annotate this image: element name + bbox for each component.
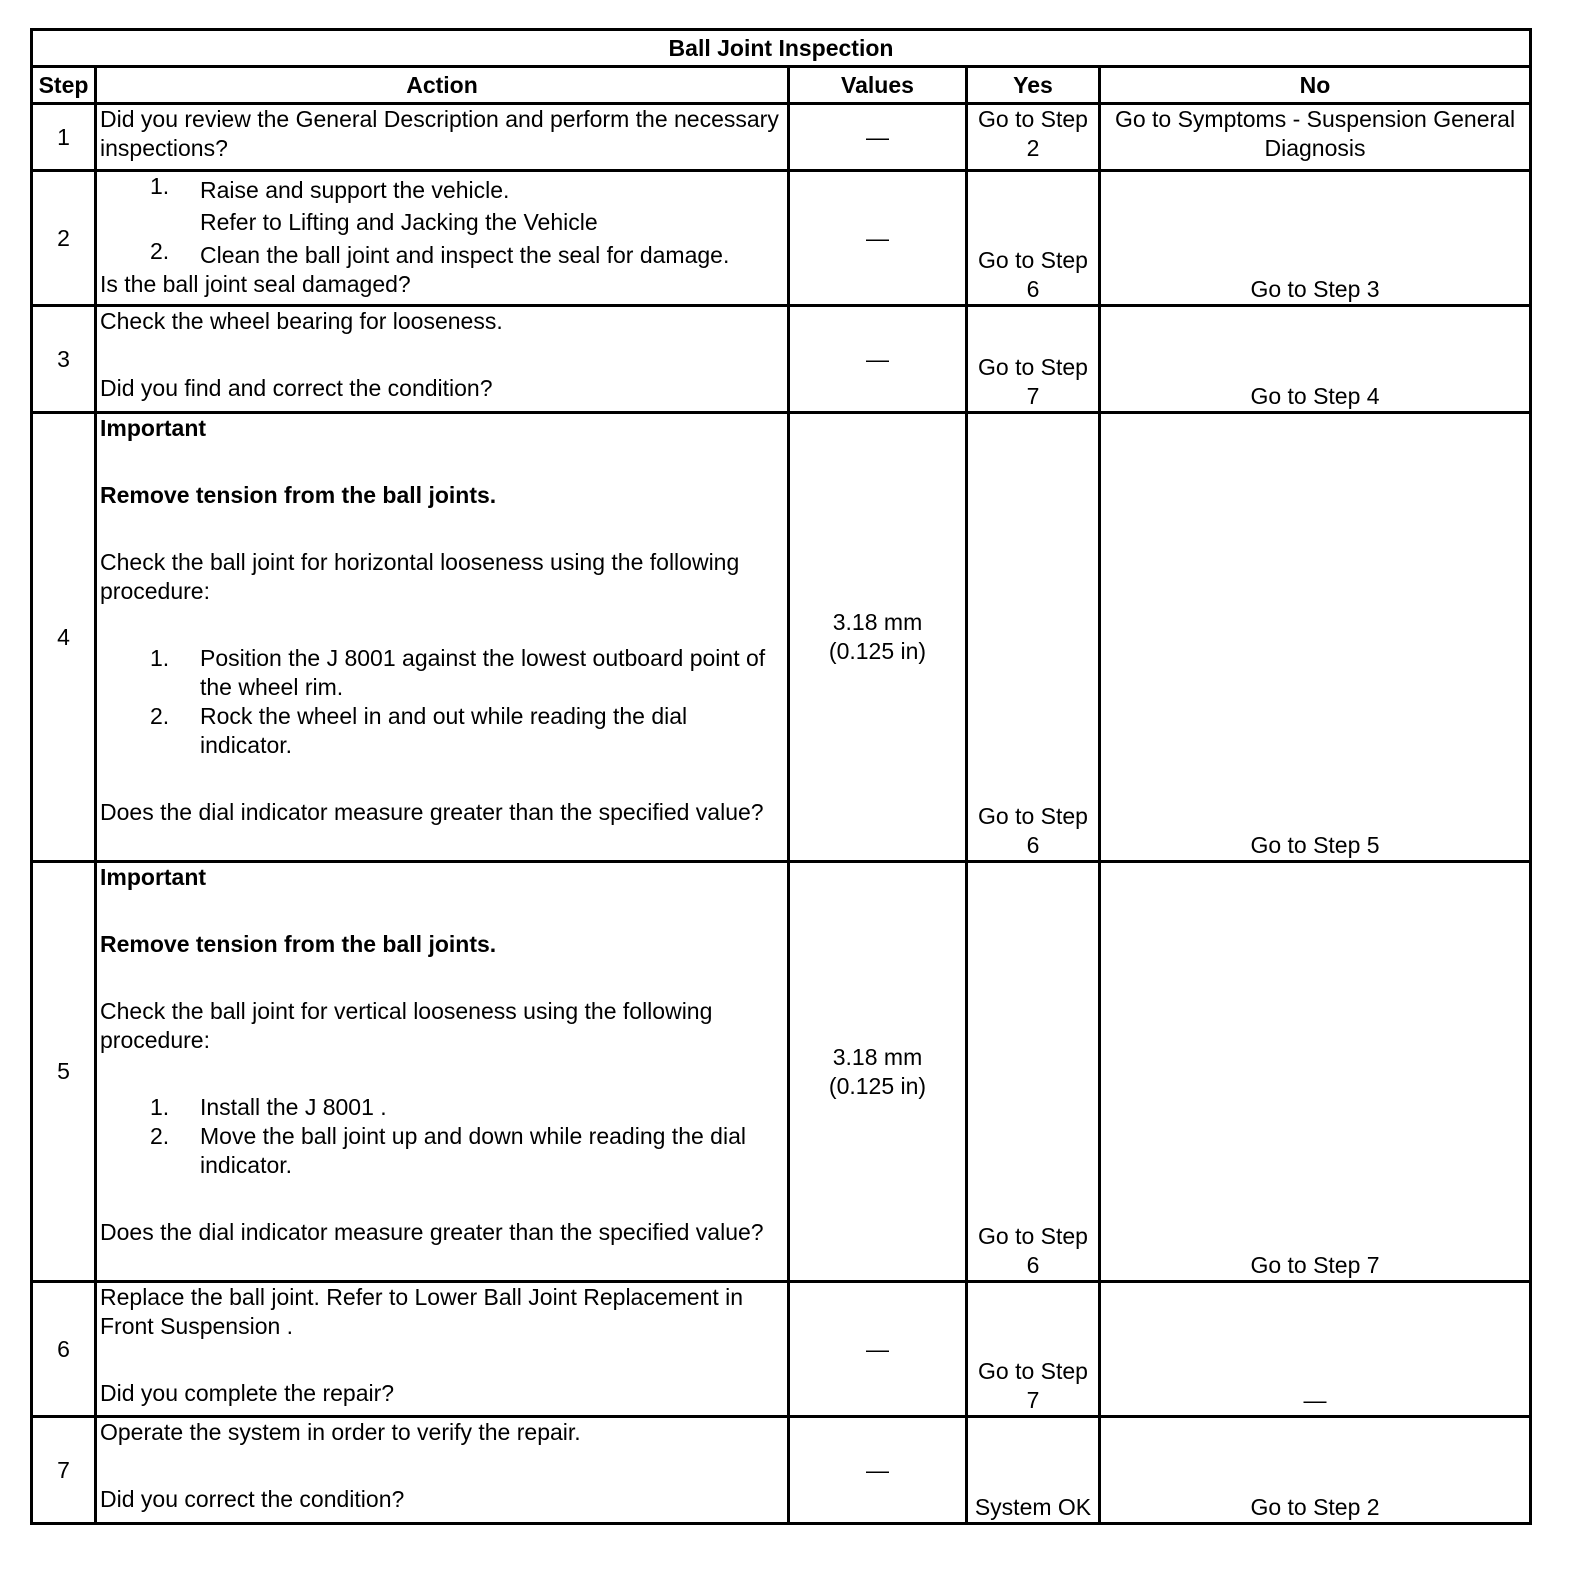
no-link[interactable]: Go to Step 7 [1100,862,1531,1282]
important-label: Important [100,415,207,441]
value-cell: — [789,171,967,306]
table-row [32,104,1531,171]
table-row [32,1417,1531,1524]
question-text: Did you find and correct the condition? [100,375,493,401]
value-in: (0.125 in) [828,638,927,664]
question-text: Did you complete the repair? [100,1380,395,1406]
header-no: No [1100,67,1531,104]
action-cell [96,1282,789,1417]
action-cell [96,413,789,862]
list-item: 2. Move the ball joint up and down while reading the dial indicator. [150,1123,746,1178]
table-row [32,171,1531,306]
value-cell [789,413,967,862]
yes-link[interactable]: System OK [967,1417,1100,1524]
replacement-text[interactable]: Replace the ball joint. Refer to Lower Ball Joint Replacement in Front Suspension . [100,1284,744,1339]
step-number: 6 [32,1282,96,1417]
table-row [32,413,1531,862]
procedure-list [100,172,784,270]
list-item: 2. Clean the ball joint and inspect the seal for damage. [150,238,730,268]
value-mm: 3.18 mm [832,1043,923,1070]
value-cell: — [789,306,967,413]
value-cell: — [789,1417,967,1524]
list-item: 2. Rock the wheel in and out while reading the dial indicator. [150,703,688,758]
value-cell: — [789,104,967,171]
yes-link[interactable]: Go to Step 7 [967,306,1100,413]
step-number: 1 [32,104,96,171]
list-item: 1. Raise and support the vehicle. [150,173,510,203]
ball-joint-inspection-table [30,28,1532,1525]
header-yes: Yes [967,67,1100,104]
procedure-list [100,1093,784,1180]
intro-text: Check the ball joint for vertical looseness using the following procedure: [100,998,713,1053]
yes-link[interactable]: Go to Step 6 [967,413,1100,862]
header-row [32,67,1531,104]
intro-text: Check the ball joint for horizontal looseness using the following procedure: [100,549,740,604]
value-in: (0.125 in) [828,1072,927,1099]
lifting-jacking-link[interactable]: Refer to Lifting and Jacking the Vehicle [200,209,598,235]
value-cell: — [789,1282,967,1417]
value-mm: 3.18 mm [832,609,923,635]
question-text: Does the dial indicator measure greater than the specified value? [100,1219,764,1245]
list-item: 1. Install the J 8001 . [150,1094,387,1120]
action-cell [96,104,789,171]
no-link[interactable]: Go to Step 2 [1100,1417,1531,1524]
question-text: Did you correct the condition? [100,1486,405,1512]
no-link[interactable]: Go to Step 3 [1100,171,1531,306]
important-note: Remove tension from the ball joints. [100,482,497,508]
step-number: 7 [32,1417,96,1524]
header-action: Action [96,67,789,104]
important-label: Important [100,864,207,890]
table-row [32,1282,1531,1417]
question-text: Does the dial indicator measure greater than the specified value? [100,799,764,825]
list-item-note[interactable] [100,205,784,237]
header-step: Step [32,67,96,104]
no-link: — [1100,1282,1531,1417]
list-item: 1. Position the J 8001 against the lowest outboard point of the wheel rim. [150,645,766,700]
procedure-list [100,644,784,760]
action-cell: Check the wheel bearing for looseness. Did you find and correct the condition? [96,306,789,413]
yes-link[interactable]: Go to Step 2 [967,104,1100,171]
step-number: 4 [32,413,96,862]
yes-link[interactable]: Go to Step 6 [967,862,1100,1282]
action-cell [96,862,789,1282]
yes-link[interactable]: Go to Step 7 [967,1282,1100,1417]
action-text: Did you review the General Description and perform the necessary inspections? [100,106,779,161]
no-link[interactable]: Go to Symptoms - Suspension General Diagnosis [1100,104,1531,171]
no-link[interactable]: Go to Step 4 [1100,306,1531,413]
no-link[interactable]: Go to Step 5 [1100,413,1531,862]
step-number: 2 [32,171,96,306]
table-row [32,862,1531,1282]
question-text: Is the ball joint seal damaged? [100,271,411,297]
value-cell [789,862,967,1282]
step-number: 3 [32,306,96,413]
yes-link[interactable]: Go to Step 6 [967,171,1100,306]
header-values: Values [789,67,967,104]
table-title: Ball Joint Inspection [32,30,1531,67]
action-cell: Operate the system in order to verify the repair. Did you correct the condition? [96,1417,789,1524]
table-row [32,306,1531,413]
important-note: Remove tension from the ball joints. [100,931,497,957]
step-number: 5 [32,862,96,1282]
action-cell [96,171,789,306]
